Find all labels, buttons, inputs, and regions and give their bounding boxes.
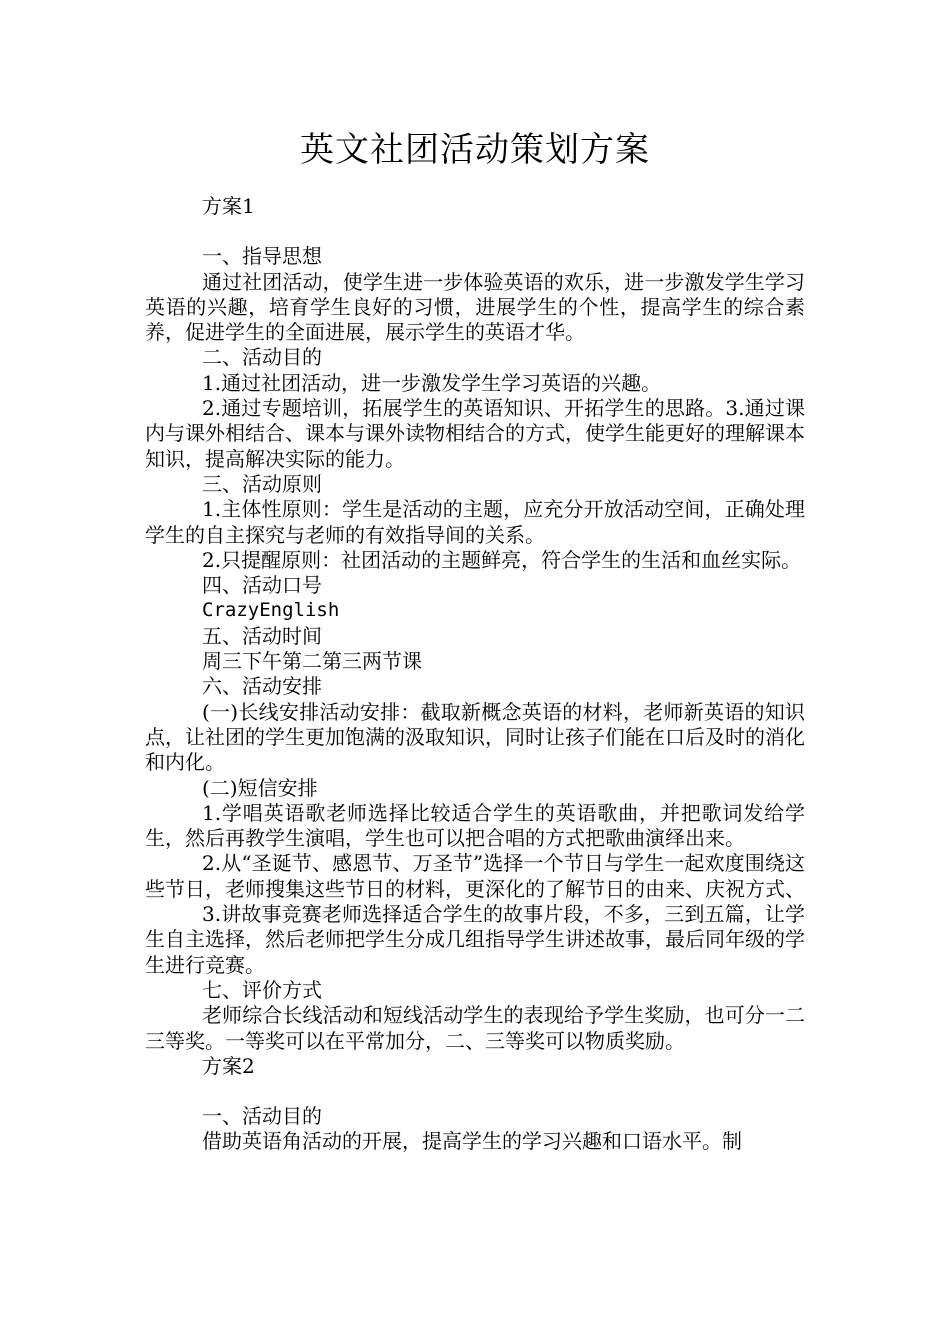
body-paragraph: 借助英语角活动的开展，提高学生的学习兴趣和口语水平。制 [202,1129,742,1154]
document-title: 英文社团活动策划方案 [300,130,650,170]
section-heading: 三、活动原则 [202,471,322,496]
section-heading: 一、指导思想 [202,244,322,269]
body-paragraph: 老师综合长线活动和短线活动学生的表现给予学生奖励，也可分一二三等奖。一等奖可以在平常加分，二、三等奖可以物质奖励。 [145,1003,805,1053]
body-paragraph: 3.讲故事竞赛老师选择适合学生的故事片段，不多，三到五篇，让学生自主选择，然后老师把学生分成几组指导学生讲述故事，最后同年级的学生进行竞赛。 [145,902,805,977]
body-paragraph: 2.通过专题培训，拓展学生的英语知识、开拓学生的思路。3.通过课内与课外相结合、课本与课外读物相结合的方式，使学生能更好的理解课本知识，提高解决实际的能力。 [145,396,805,471]
section-heading: 七、评价方式 [202,977,322,1002]
document-page [145,128,805,1155]
section-heading: 五、活动时间 [202,623,322,648]
section-heading: 二、活动目的 [202,345,322,370]
section-heading: 一、活动目的 [202,1104,322,1129]
section-heading: 四、活动口号 [202,573,322,598]
body-paragraph: 2.只提醒原则：社团活动的主题鲜亮，符合学生的生活和血丝实际。 [202,547,802,572]
body-paragraph: (一)长线安排活动安排：截取新概念英语的材料，老师新英语的知识点，让社团的学生更加饱满的汲取知识，同时让孩子们能在口后及时的消化和内化。 [145,699,805,775]
blank-line [145,1079,805,1104]
blank-line [145,219,805,244]
body-paragraph: 1.学唱英语歌老师选择比较适合学生的英语歌曲，并把歌词发给学生，然后再教学生演唱，学生也可以把合唱的方式把歌曲演绎出来。 [145,800,805,851]
section-heading: 六、活动安排 [202,674,322,699]
body-paragraph: 1.主体性原则：学生是活动的主题，应充分开放活动空间，正确处理学生的自主探究与老师的有效指导间的关系。 [145,497,805,547]
body-paragraph: 周三下午第二第三两节课 [202,649,422,674]
plan-2-heading: 方案2 [202,1053,255,1078]
body-paragraph: 2.从“圣诞节、感恩节、万圣节”选择一个节日与学生一起欢度围绕这些节日，老师搜集这些节日的材料，更深化的了解节日的由来、庆祝方式、 [145,851,805,901]
subsection-heading: (二)短信安排 [202,775,318,800]
plan-1-heading: 方案1 [202,194,255,218]
body-paragraph: 1.通过社团活动，进一步激发学生学习英语的兴趣。 [202,370,662,395]
slogan-text: CrazyEnglish [202,599,340,622]
body-paragraph: 通过社团活动，使学生进一步体验英语的欢乐，进一步激发学生学习英语的兴趣，培育学生良好的习惯，进展学生的个性，提高学生的综合素养，促进学生的全面进展，展示学生的英语才华。 [145,269,805,345]
